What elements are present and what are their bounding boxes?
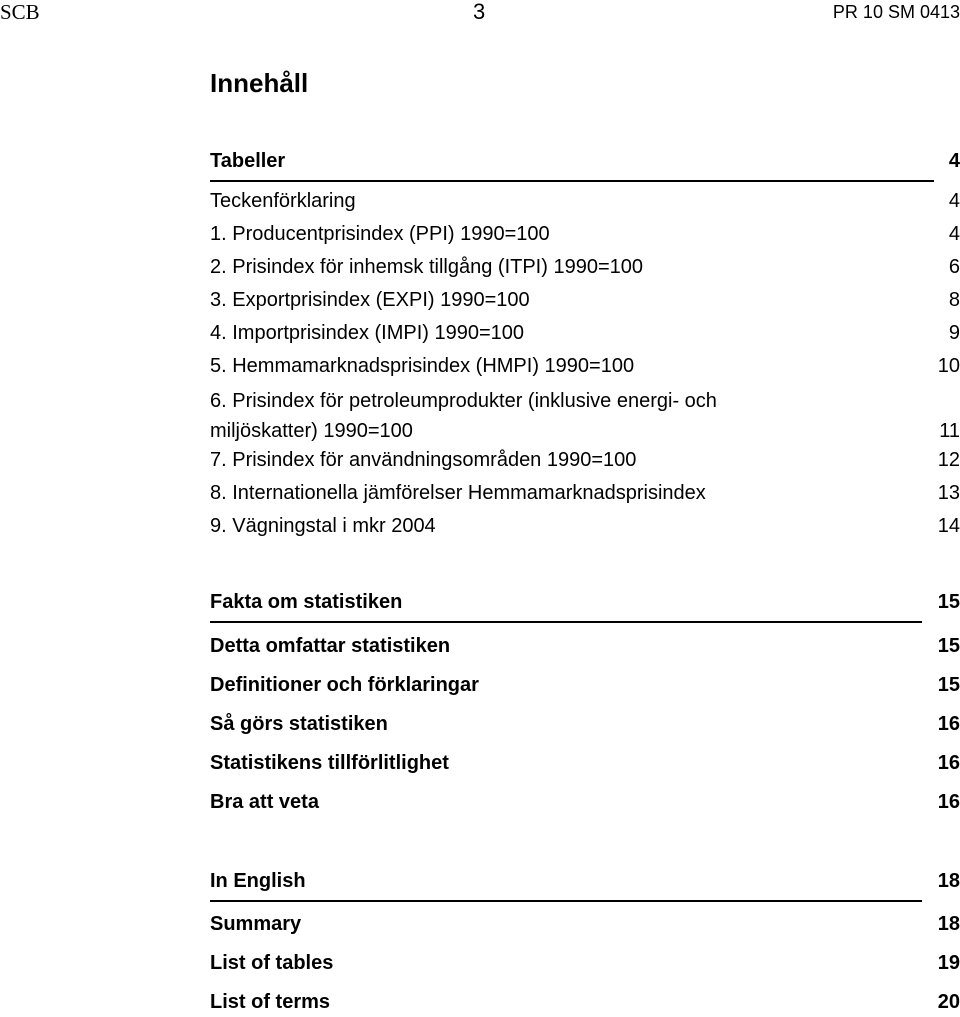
toc-entry-label-line1: 6. Prisindex för petroleumprodukter (inklusive energi- och xyxy=(210,390,717,412)
toc-page-number: 16 xyxy=(937,791,960,813)
toc-page-number: 16 xyxy=(937,713,960,735)
toc-page-number: 9 xyxy=(948,322,960,344)
toc-entry[interactable] xyxy=(210,190,960,213)
toc-section-heading[interactable] xyxy=(210,870,960,893)
toc-entry-label: Summary xyxy=(210,913,302,935)
toc-page-number: 4 xyxy=(948,190,960,212)
toc-entry[interactable] xyxy=(210,952,960,975)
toc-entry-label: Teckenförklaring xyxy=(210,190,356,212)
toc-page-number: 20 xyxy=(937,991,960,1013)
toc-entry-label: Definitioner och förklaringar xyxy=(210,674,479,696)
toc-entry[interactable] xyxy=(210,449,960,472)
toc-page-number: 4 xyxy=(948,150,960,172)
toc-entry-label: Så görs statistiken xyxy=(210,713,388,735)
toc-entry-label: 3. Exportprisindex (EXPI) 1990=100 xyxy=(210,289,530,311)
toc-entry[interactable] xyxy=(210,713,960,736)
toc-entry[interactable] xyxy=(210,674,960,697)
toc-page-number: 15 xyxy=(937,674,960,696)
toc-entry[interactable] xyxy=(210,482,960,505)
toc-entry[interactable] xyxy=(210,913,960,936)
toc-entry-label xyxy=(210,386,850,446)
toc-entry-label: 4. Importprisindex (IMPI) 1990=100 xyxy=(210,322,525,344)
toc-section-heading[interactable] xyxy=(210,591,960,614)
header-page-number: 3 xyxy=(473,0,486,24)
toc-section-heading[interactable] xyxy=(210,150,960,173)
toc-page-number: 14 xyxy=(937,515,960,537)
toc-entry-label: 1. Producentprisindex (PPI) 1990=100 xyxy=(210,223,550,245)
toc-entry[interactable] xyxy=(210,515,960,538)
toc-page-number: 15 xyxy=(937,591,960,613)
header-agency: SCB xyxy=(0,0,40,24)
toc-entry-label: 7. Prisindex för användningsområden 1990=100 xyxy=(210,449,637,471)
toc-entry-label: List of tables xyxy=(210,952,334,974)
toc-entry-label: Bra att veta xyxy=(210,791,319,813)
toc-entry[interactable] xyxy=(210,289,960,312)
toc-entry[interactable] xyxy=(210,791,960,814)
section-underline xyxy=(210,621,922,623)
toc-entry-label: Detta omfattar statistiken xyxy=(210,635,451,657)
section-underline xyxy=(210,900,922,902)
toc-page-number: 6 xyxy=(948,256,960,278)
toc-entry[interactable] xyxy=(210,322,960,345)
toc-page-number: 19 xyxy=(937,952,960,974)
toc-heading-label: Fakta om statistiken xyxy=(210,591,403,613)
toc-heading-label: Tabeller xyxy=(210,150,286,172)
toc-page-number: 18 xyxy=(937,913,960,935)
toc-entry-label: 9. Vägningstal i mkr 2004 xyxy=(210,515,436,537)
header-report-code: PR 10 SM 0413 xyxy=(832,2,960,22)
toc-entry[interactable] xyxy=(210,752,960,775)
toc-page-number: 10 xyxy=(937,355,960,377)
toc-entry-label: 5. Hemmamarknadsprisindex (HMPI) 1990=100 xyxy=(210,355,635,377)
toc-page-number: 8 xyxy=(948,289,960,311)
toc-entry[interactable] xyxy=(210,223,960,246)
toc-page-number: 11 xyxy=(939,420,960,442)
toc-entry-label: Statistikens tillförlitlighet xyxy=(210,752,449,774)
toc-entry[interactable] xyxy=(210,355,960,378)
toc-page-number: 12 xyxy=(937,449,960,471)
toc-page-number: 13 xyxy=(937,482,960,504)
toc-entry[interactable] xyxy=(210,635,960,658)
section-underline xyxy=(210,180,934,182)
toc-entry-label: List of terms xyxy=(210,991,331,1013)
toc-heading-label: In English xyxy=(210,870,306,892)
toc-entry[interactable] xyxy=(210,991,960,1014)
toc-page-number: 16 xyxy=(937,752,960,774)
toc-entry-label: 2. Prisindex för inhemsk tillgång (ITPI) 1990=100 xyxy=(210,256,643,278)
toc-page-number: 18 xyxy=(937,870,960,892)
toc-entry[interactable] xyxy=(210,386,960,446)
toc-entry-label: 8. Internationella jämförelser Hemmamarknadsprisindex xyxy=(210,482,706,504)
toc-entry-label-line2: miljöskatter) 1990=100 xyxy=(210,420,413,442)
toc-page-number: 15 xyxy=(937,635,960,657)
toc-page-number: 4 xyxy=(948,223,960,245)
toc-entry[interactable] xyxy=(210,256,960,279)
page-title: Innehåll xyxy=(210,68,309,98)
